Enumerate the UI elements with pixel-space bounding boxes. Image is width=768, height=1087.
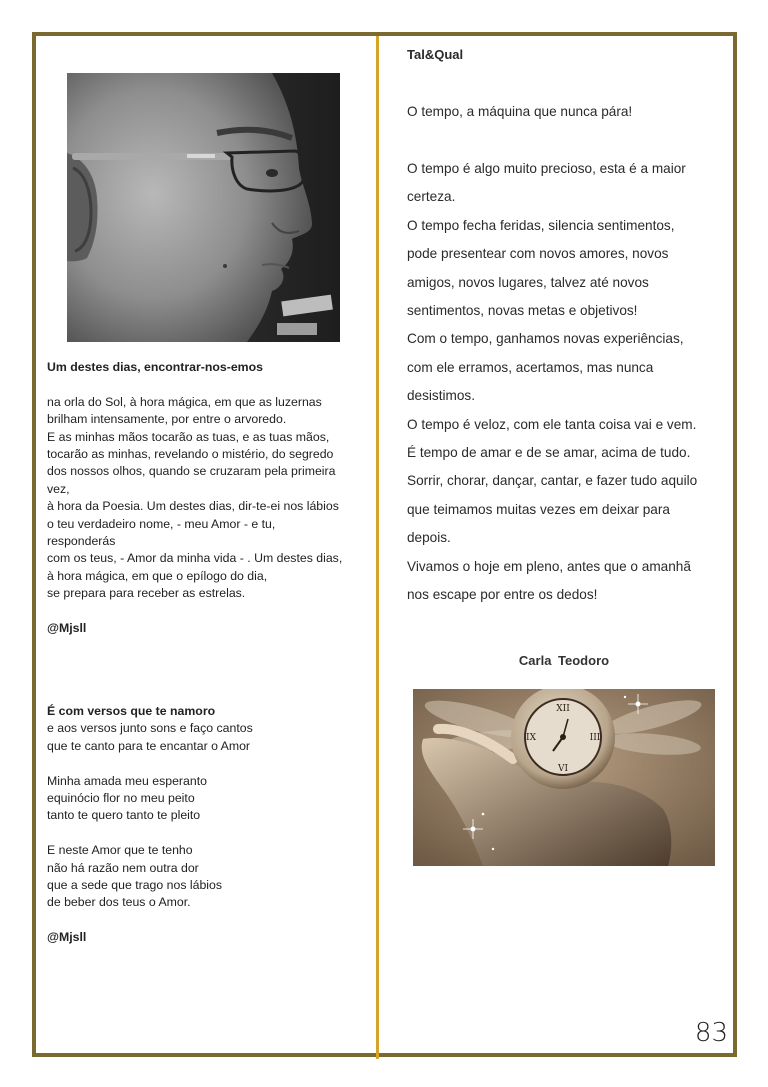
essay-line: certeza. [407, 189, 456, 205]
poem-line: dos nossos olhos, quando se cruzaram pela primeira [47, 464, 336, 479]
poem-line: E neste Amor que te tenho [47, 843, 193, 858]
poem-line: o teu verdadeiro nome, - meu Amor - e tu, [47, 516, 276, 531]
poem-line: se prepara para receber as estrelas. [47, 586, 246, 601]
essay-line: desistimos. [407, 388, 475, 404]
clock-icon [413, 689, 715, 866]
essay-line: É tempo de amar e de se amar, acima de tudo. [407, 445, 691, 461]
svg-text:XII: XII [556, 704, 570, 714]
essay-line: Sorrir, chorar, dançar, cantar, e fazer tudo aquilo [407, 473, 698, 489]
essay-line: nos escape por entre os dedos! [407, 587, 598, 603]
poem-line: Minha amada meu esperanto [47, 773, 207, 788]
svg-text:IX: IX [526, 733, 536, 743]
portrait-icon [67, 73, 340, 342]
poem-2-title: É com versos que te namoro [47, 704, 216, 718]
poem-line: vez, [47, 481, 70, 496]
poem-line: à hora da Poesia. Um destes dias, dir-te-ei nos lábios [47, 499, 339, 514]
essay-line: depois. [407, 530, 451, 546]
poem-2-signature: @Mjsll [47, 930, 87, 945]
poem-line: responderás [47, 534, 116, 549]
poem-line: brilham intensamente, por entre o arvoredo. [47, 412, 287, 427]
essay-line: O tempo é algo muito precioso, esta é a maior [407, 161, 686, 176]
poem-line: na orla do Sol, à hora mágica, em que as luzernas [47, 394, 322, 409]
clock-in-hand-image [413, 689, 715, 866]
essay-line: O tempo é veloz, com ele tanta coisa vai e vem. [407, 416, 697, 432]
poem-1-title: Um destes dias, encontrar-nos-emos [47, 360, 263, 374]
essay-subtitle: O tempo, a máquina que nunca pára! [407, 104, 633, 119]
poem-line: equinócio flor no meu peito [47, 791, 195, 806]
essay-line: que teimamos muitas vezes em deixar para [407, 501, 670, 517]
author-name: Carla Teodoro [518, 653, 610, 668]
essay-line: Vivamos o hoje em pleno, antes que o amanhã [407, 558, 691, 574]
poem-line: à hora mágica, em que o epílogo do dia, [47, 568, 268, 583]
page-number: 83 [694, 1018, 728, 1048]
poem-line: e aos versos junto sons e faço cantos [47, 721, 253, 736]
section-title: Tal&Qual [407, 47, 464, 62]
essay-line: com ele erramos, acertamos, mas nunca [407, 359, 654, 375]
poem-line: não há razão nem outra dor [47, 860, 199, 875]
poem-line: tocarão as minhas, revelando o mistério, do segredo [47, 447, 334, 462]
column-divider [376, 36, 379, 1059]
essay-line: O tempo fecha feridas, silencia sentimentos, [407, 217, 675, 233]
poem-2 [47, 703, 367, 947]
essay-line: sentimentos, novas metas e objetivos! [407, 303, 638, 319]
poem-line: E as minhas mãos tocarão as tuas, e as tuas mãos, [47, 429, 330, 444]
poem-line: tanto te quero tanto te pleito [47, 808, 201, 823]
poem-line: com os teus, - Amor da minha vida - . Um destes dias, [47, 551, 343, 566]
essay-line: Com o tempo, ganhamos novas experiências, [407, 331, 684, 347]
poem-line: que a sede que trago nos lábios [47, 878, 223, 893]
svg-text:III: III [589, 733, 601, 743]
poem-1 [47, 359, 367, 637]
svg-text:VI: VI [557, 764, 569, 774]
poem-line: que te canto para te encantar o Amor [47, 738, 251, 753]
essay-body [407, 155, 727, 610]
essay-line: pode presentear com novos amores, novos [407, 246, 669, 262]
poem-line: de beber dos teus o Amor. [47, 895, 191, 910]
essay-subtitle-block [407, 98, 727, 126]
essay-line: amigos, novos lugares, talvez até novos [407, 274, 649, 290]
portrait-photo [67, 73, 340, 342]
poem-1-signature: @Mjsll [47, 621, 87, 636]
